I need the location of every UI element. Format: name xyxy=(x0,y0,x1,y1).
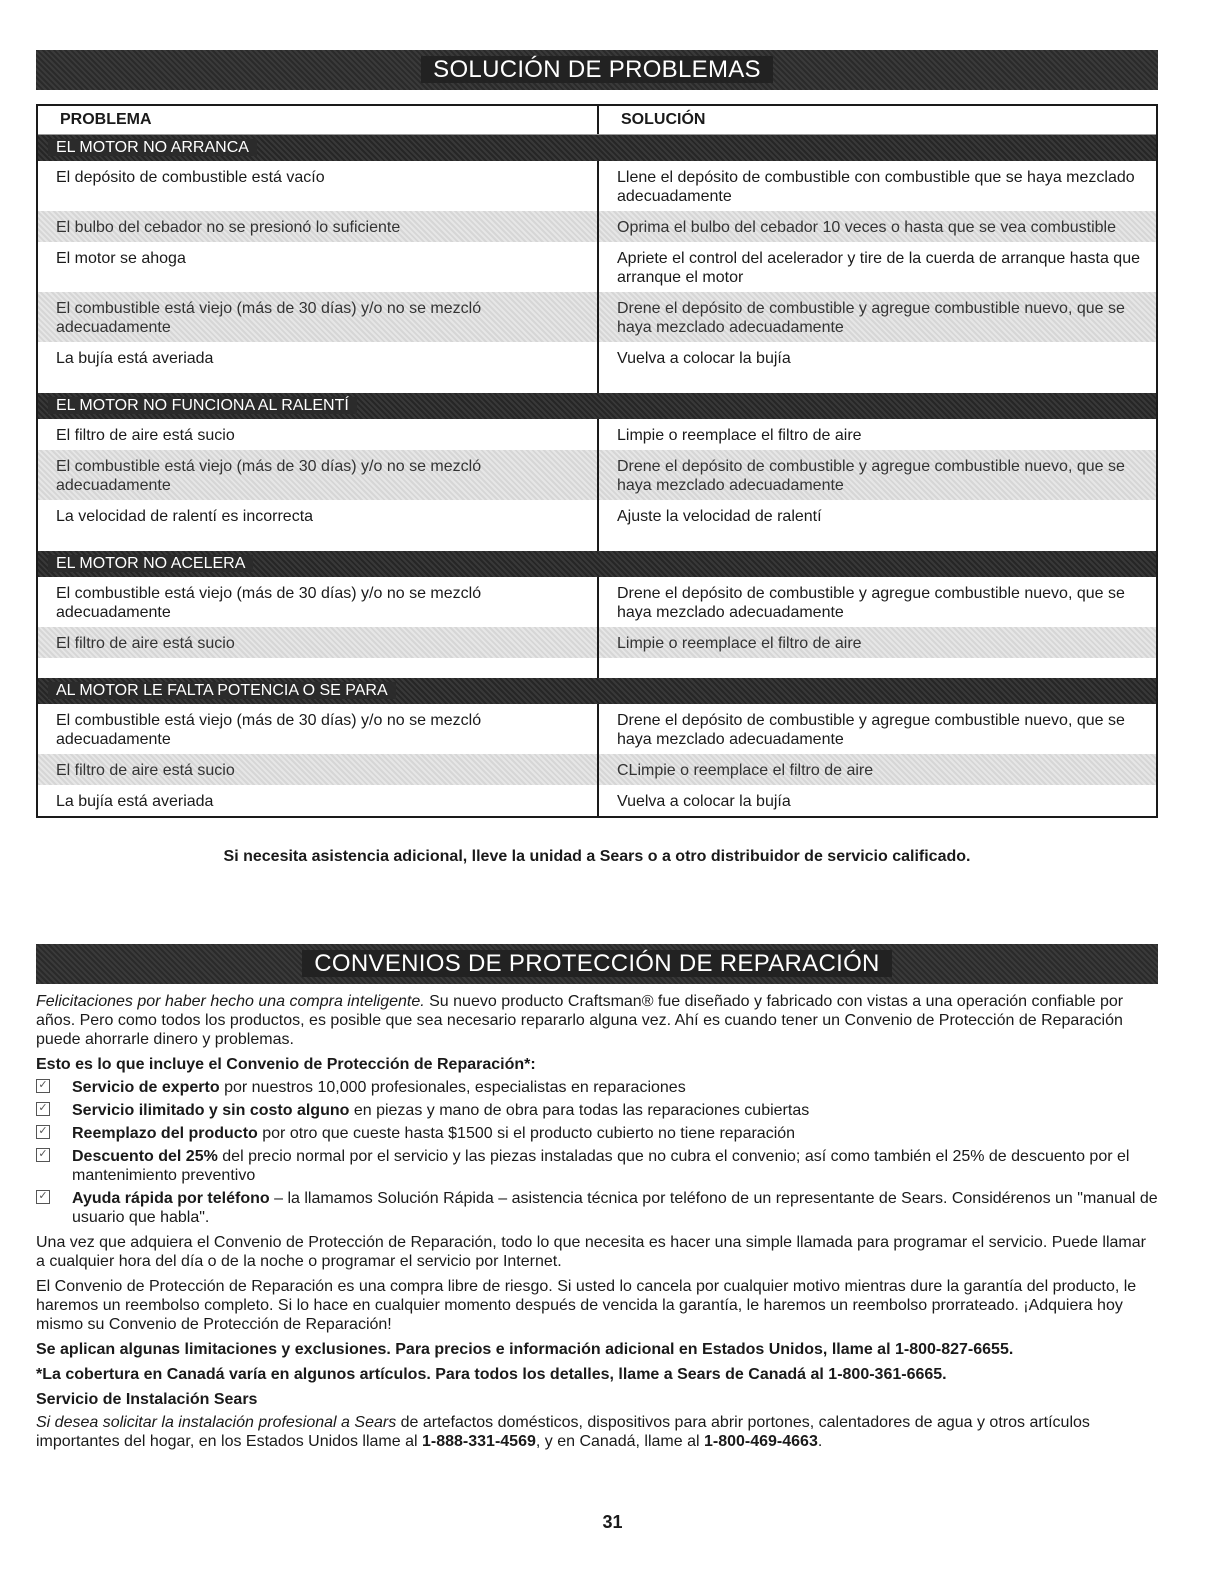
checkbox-icon: ✓ xyxy=(36,1079,50,1093)
solution-cell: Llene el depósito de combustible con combustible que se haya mezclado adecuadamente xyxy=(597,161,1156,211)
problem-cell: La bujía está averiada xyxy=(56,350,214,367)
item-bold: Servicio de experto xyxy=(72,1079,220,1096)
troubleshooting-title: SOLUCIÓN DE PROBLEMAS xyxy=(421,56,773,83)
includes-list xyxy=(36,1078,1158,1227)
table-row xyxy=(38,211,1156,242)
paragraph-2: El Convenio de Protección de Reparación es una compra libre de riesgo. Si usted lo cancela por cualquier motivo mientras dure la garantía del producto, le haremos un reembolso completo. Si lo hace en cualquier momento después de vencida la garantía, le haremos un reembolso prorrateado. ¡Adquiera hoy mismo su Convenio de Protección de Reparación! xyxy=(36,1278,1137,1333)
problem-cell: El combustible está viejo (más de 30 días) y/o no se mezcló adecuadamente xyxy=(56,300,482,336)
install-text-1: de artefactos domésticos, dispositivos para abrir portones, calentadores de agua y otros artículos importantes del hogar, en los Estados Unidos llame al xyxy=(36,1414,1090,1450)
item-text: por nuestros 10,000 profesionales, especialistas en reparaciones xyxy=(219,1079,686,1096)
table-row xyxy=(38,292,1156,342)
install-paragraph xyxy=(36,1413,1158,1451)
table-body xyxy=(38,135,1156,816)
problem-cell: El combustible está viejo (más de 30 días) y/o no se mezcló adecuadamente xyxy=(56,712,482,748)
table-row xyxy=(38,242,1156,292)
problem-cell: El bulbo del cebador no se presionó lo suficiente xyxy=(56,219,401,236)
includes-item xyxy=(36,1147,1158,1185)
troubleshooting-table xyxy=(36,104,1158,818)
install-phone-ca: 1-800-469-4663 xyxy=(703,1433,818,1450)
canada-contact: *La cobertura en Canadá varía en algunos artículos. Para todos los detalles, llame a Sears de Canadá al 1-800-361-6665. xyxy=(36,1366,947,1383)
problem-cell: El depósito de combustible está vacío xyxy=(56,169,325,186)
includes-item xyxy=(36,1189,1158,1227)
item-text: por otro que cueste hasta $1500 si el producto cubierto no tiene reparación xyxy=(257,1125,796,1142)
install-heading xyxy=(36,1390,1158,1409)
solution-cell: Drene el depósito de combustible y agregue combustible nuevo, que se haya mezclado adecuadamente xyxy=(597,577,1156,627)
section-gap xyxy=(38,531,1156,551)
section-header xyxy=(38,678,1156,704)
solution-cell: Vuelva a colocar la bujía xyxy=(597,785,1156,816)
troubleshooting-banner xyxy=(36,50,1158,90)
section-gap xyxy=(38,658,1156,678)
page-number: 31 xyxy=(602,1512,623,1532)
solution-cell: Limpie o reemplace el filtro de aire xyxy=(597,419,1156,450)
item-text: en piezas y mano de obra para todas las reparaciones cubiertas xyxy=(349,1102,810,1119)
problem-cell: El filtro de aire está sucio xyxy=(56,762,235,779)
table-row xyxy=(38,500,1156,531)
table-row xyxy=(38,577,1156,627)
intro-paragraph xyxy=(36,992,1158,1049)
table-row xyxy=(38,785,1156,816)
table-header xyxy=(38,106,1156,135)
protection-title: CONVENIOS DE PROTECCIÓN DE REPARACIÓN xyxy=(302,950,891,977)
col-problem-header: PROBLEMA xyxy=(60,111,152,128)
page xyxy=(36,50,1158,1457)
problem-cell: El combustible está viejo (más de 30 días) y/o no se mezcló adecuadamente xyxy=(56,585,482,621)
problem-cell: El combustible está viejo (más de 30 días) y/o no se mezcló adecuadamente xyxy=(56,458,482,494)
includes-heading: Esto es lo que incluye el Convenio de Protección de Reparación*: xyxy=(36,1056,536,1073)
intro-italic: Felicitaciones por haber hecho una compra inteligente. xyxy=(36,993,425,1010)
problem-cell: El filtro de aire está sucio xyxy=(56,427,235,444)
solution-cell: Oprima el bulbo del cebador 10 veces o hasta que se vea combustible xyxy=(597,211,1156,242)
section-header xyxy=(38,135,1156,161)
table-row xyxy=(38,161,1156,211)
problem-cell: El filtro de aire está sucio xyxy=(56,635,235,652)
protection-body xyxy=(36,992,1158,1451)
section-title: EL MOTOR NO ARRANCA xyxy=(48,139,257,156)
col-solution-header: SOLUCIÓN xyxy=(597,106,1156,134)
solution-cell: CLimpie o reemplace el filtro de aire xyxy=(597,754,1156,785)
includes-item xyxy=(36,1124,1158,1143)
solution-cell: Vuelva a colocar la bujía xyxy=(597,342,1156,373)
install-phone-us: 1-888-331-4569 xyxy=(422,1433,536,1450)
solution-cell: Drene el depósito de combustible y agregue combustible nuevo, que se haya mezclado adecuadamente xyxy=(597,704,1156,754)
checkbox-icon: ✓ xyxy=(36,1102,50,1116)
includes-item xyxy=(36,1078,1158,1097)
table-row xyxy=(38,419,1156,450)
checkbox-icon: ✓ xyxy=(36,1190,50,1204)
table-row xyxy=(38,450,1156,500)
solution-cell: Limpie o reemplace el filtro de aire xyxy=(597,627,1156,658)
section-header xyxy=(38,551,1156,577)
checkbox-icon: ✓ xyxy=(36,1125,50,1139)
install-text-2: , y en Canadá, llame al xyxy=(535,1433,704,1450)
intro-rest: Su nuevo producto Craftsman® fue diseñado y fabricado con vistas a una operación confiable por años. Pero como todos los productos, es posible que sea necesario repararlo alguna vez. Ahí es cuando tener un Convenio de Protección de Reparación puede ahorrarle dinero y problemas. xyxy=(36,993,1124,1048)
table-row xyxy=(38,627,1156,658)
item-bold: Reemplazo del producto xyxy=(72,1125,258,1142)
section-title: AL MOTOR LE FALTA POTENCIA O SE PARA xyxy=(48,682,396,699)
us-contact: Se aplican algunas limitaciones y exclusiones. Para precios e información adicional en Estados Unidos, llame al 1-800-827-6655. xyxy=(36,1341,1014,1358)
section-title: EL MOTOR NO ACELERA xyxy=(48,555,253,572)
problem-cell: La bujía está averiada xyxy=(56,793,214,810)
assistance-note: Si necesita asistencia adicional, lleve la unidad a Sears o a otro distribuidor de servicio calificado. xyxy=(223,848,971,865)
solution-cell: Drene el depósito de combustible y agregue combustible nuevo, que se haya mezclado adecuadamente xyxy=(597,450,1156,500)
solution-cell: Drene el depósito de combustible y agregue combustible nuevo, que se haya mezclado adecuadamente xyxy=(597,292,1156,342)
item-text: del precio normal por el servicio y las piezas instaladas que no cubra el convenio; así como también el 25% de descuento por el mantenimiento preventivo xyxy=(72,1148,1130,1184)
install-heading-text: Servicio de Instalación Sears xyxy=(36,1391,258,1408)
install-italic: Si desea solicitar la instalación profesional a Sears xyxy=(36,1414,397,1431)
paragraph-1: Una vez que adquiera el Convenio de Protección de Reparación, todo lo que necesita es hacer una simple llamada para programar el servicio. Puede llamar a cualquier hora del día o de la noche o programar el servicio por Internet. xyxy=(36,1234,1146,1270)
includes-item xyxy=(36,1101,1158,1120)
install-text-3: . xyxy=(817,1433,823,1450)
section-gap xyxy=(38,373,1156,393)
problem-cell: La velocidad de ralentí es incorrecta xyxy=(56,508,314,525)
item-bold: Servicio ilimitado y sin costo alguno xyxy=(72,1102,350,1119)
item-bold: Descuento del 25% xyxy=(72,1148,218,1165)
solution-cell: Apriete el control del acelerador y tire de la cuerda de arranque hasta que arranque el motor xyxy=(597,242,1156,292)
item-text: – la llamamos Solución Rápida – asistencia técnica por teléfono de un representante de Sears. Considérenos un "manual de usuario que habla". xyxy=(72,1190,1158,1226)
section-header xyxy=(38,393,1156,419)
protection-banner xyxy=(36,944,1158,984)
table-row xyxy=(38,754,1156,785)
section-title: EL MOTOR NO FUNCIONA AL RALENTÍ xyxy=(48,397,357,414)
table-row xyxy=(38,704,1156,754)
checkbox-icon: ✓ xyxy=(36,1148,50,1162)
problem-cell: El motor se ahoga xyxy=(56,250,186,267)
solution-cell: Ajuste la velocidad de ralentí xyxy=(597,500,1156,531)
table-row xyxy=(38,342,1156,373)
item-bold: Ayuda rápida por teléfono xyxy=(72,1190,270,1207)
